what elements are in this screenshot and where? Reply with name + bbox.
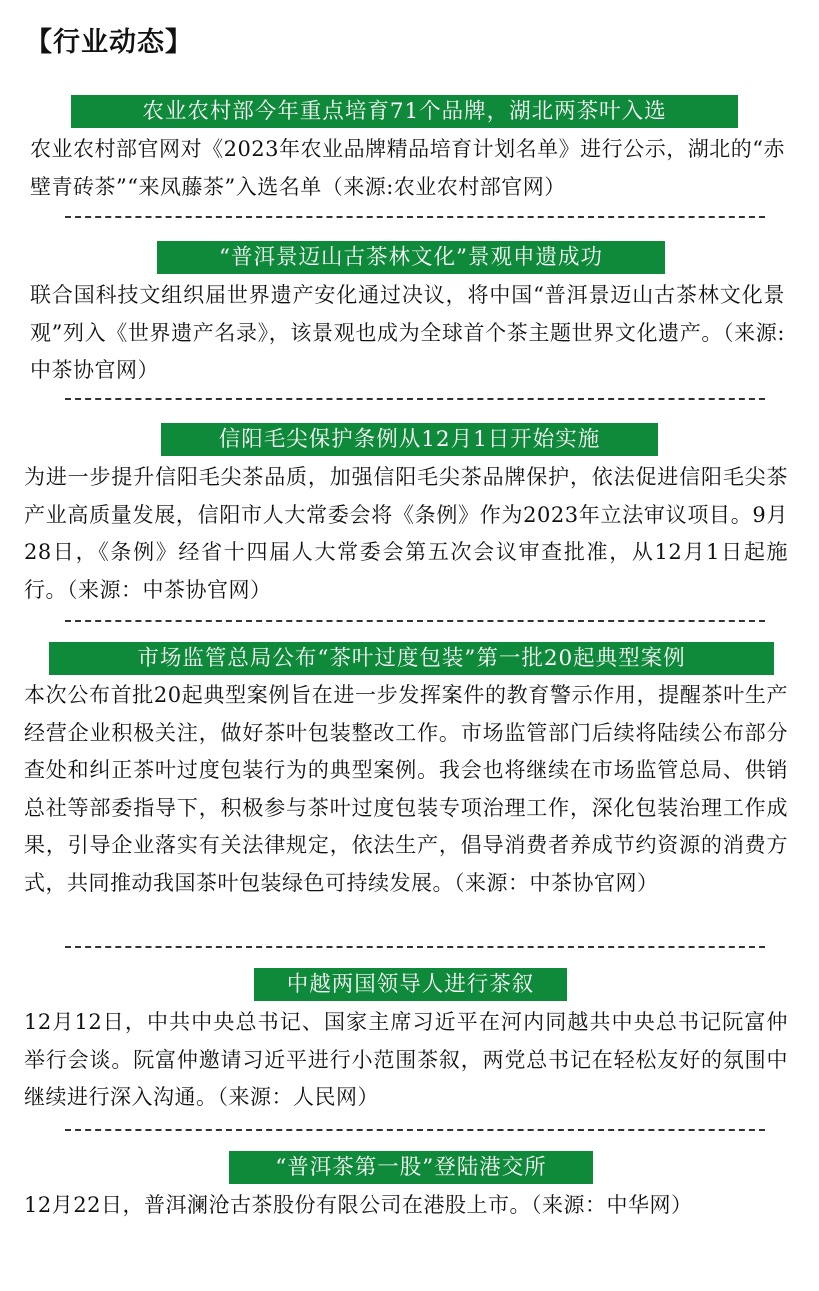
divider: [65, 398, 765, 400]
divider: [65, 620, 765, 622]
article-6-headline: “普洱茶第一股”登陆港交所: [229, 1151, 593, 1184]
article-2-body: 联合国科技文组织届世界遗产安化通过决议，将中国“普洱景迈山古茶林文化景观”列入《世界遗产名录》，该景观也成为全球首个茶主题世界文化遗产。（来源:中茶协官网）: [30, 283, 785, 382]
article-5-headline: 中越两国领导人进行茶叙: [254, 968, 567, 1001]
divider: [65, 946, 765, 948]
article-1-body: 农业农村部官网对《2023年农业品牌精品培育计划名单》进行公示，湖北的“赤壁青砖茶”“来凤藤茶”入选名单（来源:农业农村部官网）: [30, 137, 785, 199]
article-6-body: 12月22日，普洱澜沧古茶股份有限公司在港股上市。（来源：中华网）: [24, 1193, 693, 1217]
article-4-body: 本次公布首批20起典型案例旨在进一步发挥案件的教育警示作用，提醒茶叶生产经营企业积极关注，做好茶叶包装整改工作。市场监管部门后续将陆续公布部分查处和纠正茶叶过度包装行为的典型案例。我会也将继续在市场监管总局、供销总社等部委指导下，积极参与茶叶过度包装专项治理工作，深化包装治理工作成果，引导企业落实有关法律规定，依法生产，倡导消费者养成节约资源的消费方式，共同推动我国茶叶包装绿色可持续发展。（来源：中茶协官网）: [24, 683, 788, 895]
article-2-headline: “普洱景迈山古茶林文化”景观申遗成功: [157, 241, 665, 274]
article-4-headline: 市场监管总局公布“茶叶过度包装”第一批20起典型案例: [49, 642, 774, 675]
article-3-headline: 信阳毛尖保护条例从12月1日开始实施: [161, 423, 658, 456]
section-title: 【行业动态】: [25, 27, 193, 58]
article-3-body: 为进一步提升信阳毛尖茶品质，加强信阳毛尖茶品牌保护，依法促进信阳毛尖茶产业高质量发展，信阳市人大常委会将《条例》作为2023年立法审议项目。9月28日，《条例》经省十四届人大常委会第五次会议审查批准，从12月1日起施行。（来源：中茶协官网）: [24, 465, 788, 602]
article-5-body: 12月12日，中共中央总书记、国家主席习近平在河内同越共中央总书记阮富仲举行会谈。阮富仲邀请习近平进行小范围茶叙，两党总书记在轻松友好的氛围中继续进行深入沟通。（来源：人民网）: [24, 1010, 788, 1109]
divider: [65, 216, 765, 218]
divider: [65, 1129, 765, 1131]
article-1-headline: 农业农村部今年重点培育71个品牌，湖北两茶叶入选: [71, 95, 738, 128]
